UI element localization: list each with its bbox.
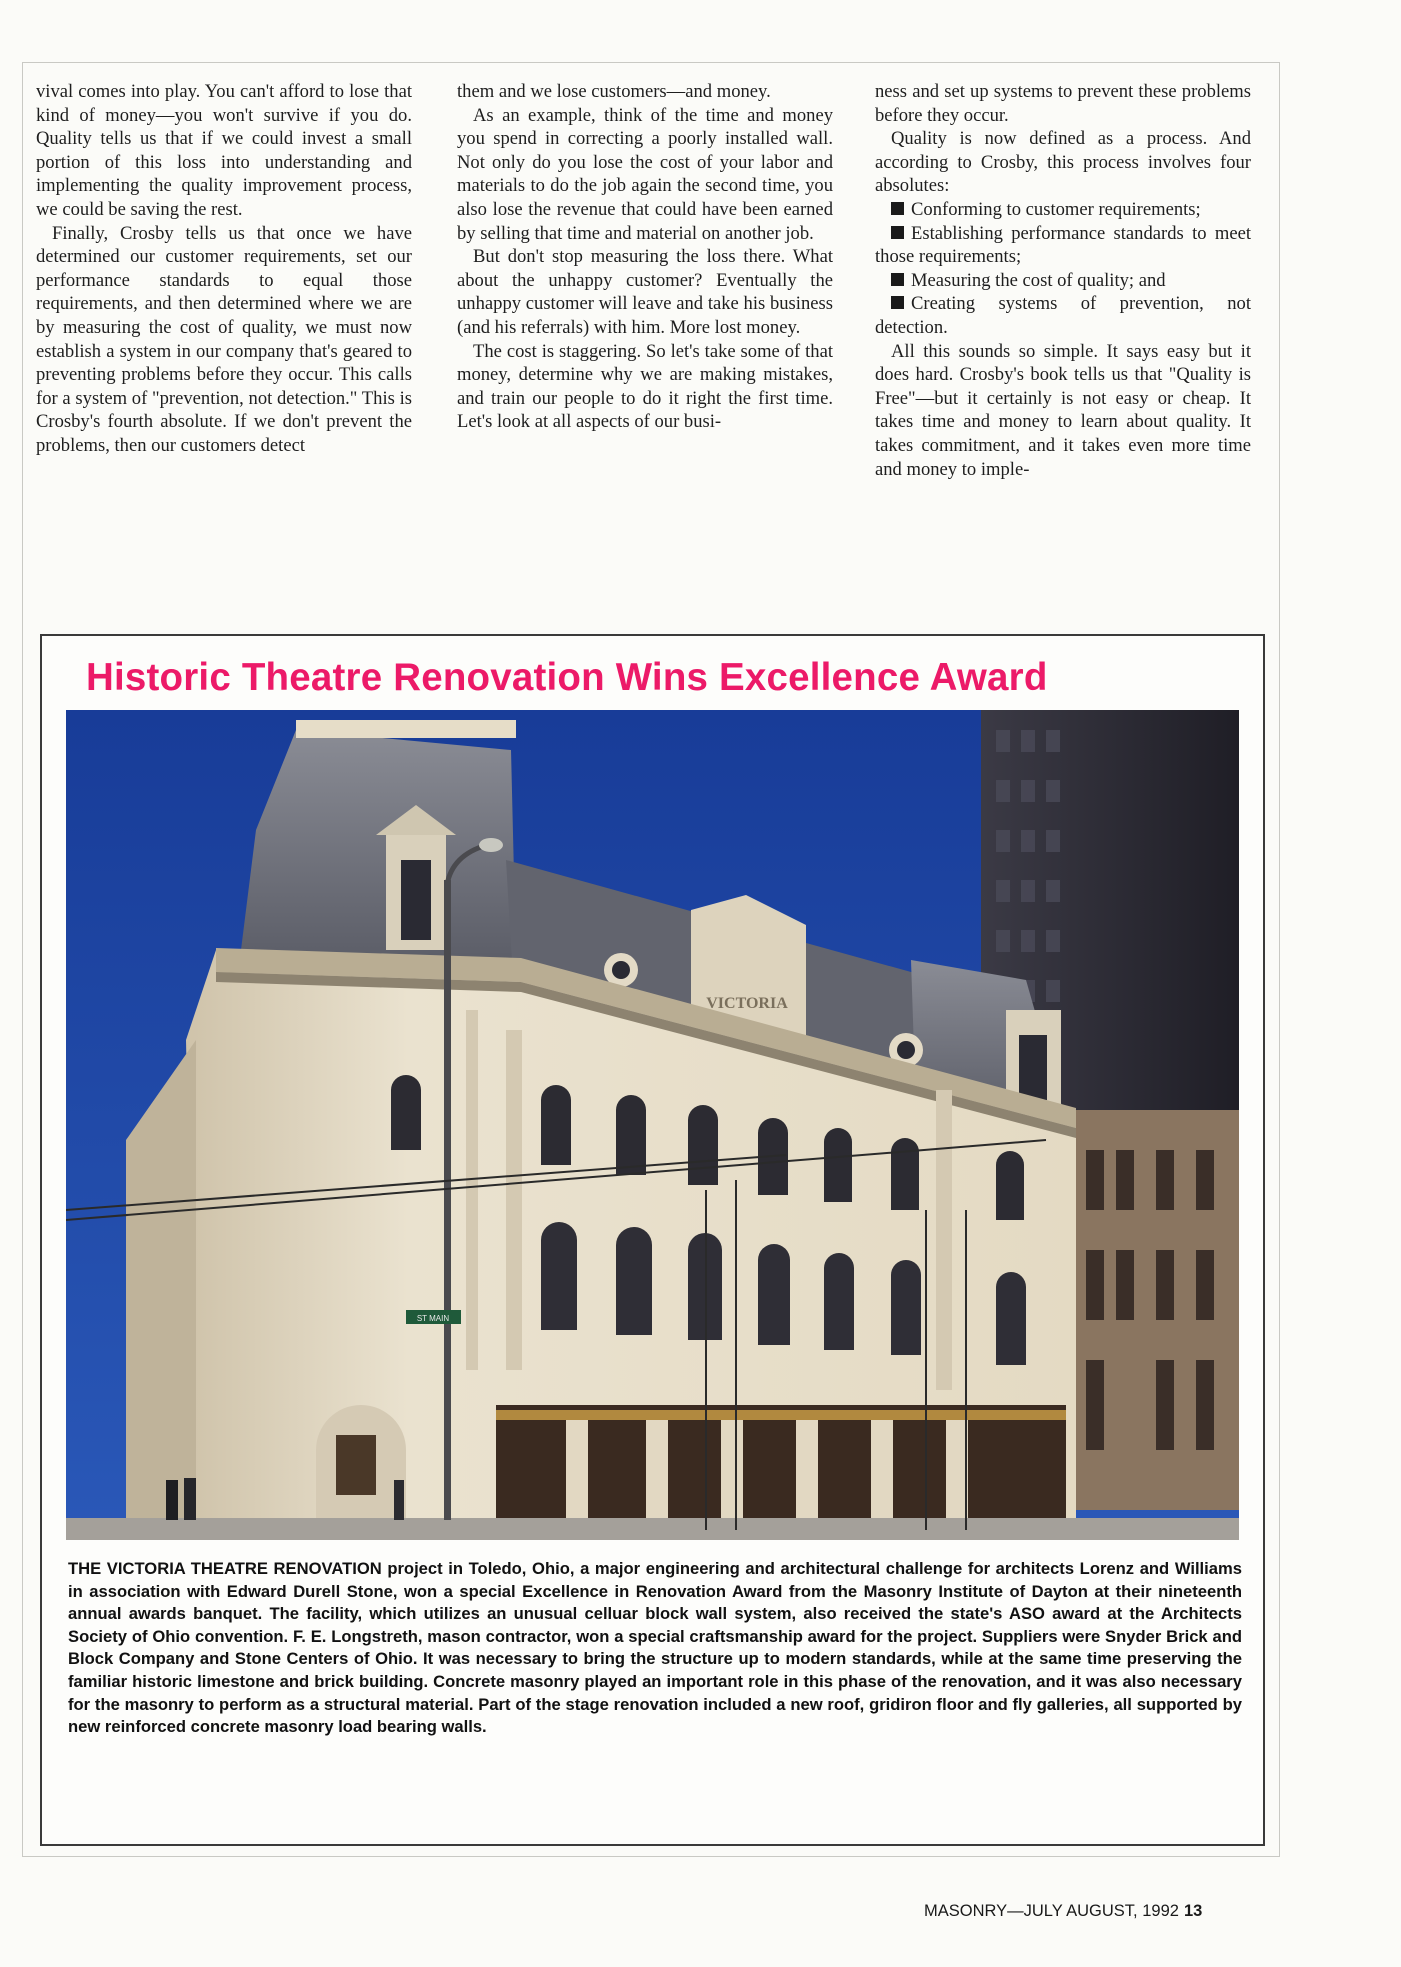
photo-caption	[68, 1558, 1242, 1739]
page-number: 13	[1183, 1902, 1203, 1920]
caption-body: project in Toledo, Ohio, a major engineering and architectural challenge for architects Lorenz and Williams in association with Edward Durell Stone, won a special Excellence in Renovation Award from the Masonry Institute of Dayton at their nineteenth annual awards banquet. The facility, which utilizes an unusual celluar block wall system, also received the state's ASO award at the Architects Society of Ohio convention. F. E. Longstreth, mason contractor, won a special craftsmanship award for the project. Suppliers were Snyder Brick and Block Company and Stone Centers of Ohio. It was necessary to bring the structure up to modern standards, while at the same time preserving the familiar historic limestone and brick building. Concrete masonry played an important role in this phase of the renovation, and it was also necessary for the masonry to perform as a structural material. Part of the stage renovation included a new roof, gridiron floor and fly galleries, all supported by new reinforced concrete masonry load bearing walls.	[68, 1559, 1242, 1737]
lamp-post	[444, 880, 451, 1520]
square-bullet-icon	[891, 202, 904, 215]
publication-line: MASONRY—JULY AUGUST, 1992	[924, 1902, 1179, 1920]
square-bullet-icon	[891, 296, 904, 309]
theatre-photo	[66, 710, 1239, 1540]
square-bullet-icon	[891, 226, 904, 239]
bullet-item: Establishing performance standards to meet those requirements;	[875, 222, 1251, 268]
paragraph: vival comes into play. You can't afford to lose that kind of money—you won't survive if you do. Quality tells us that if we could invest a small portion of this loss into understanding and implementing the quality improvement process, we could be saving the rest.	[36, 81, 412, 220]
article-column-1	[36, 80, 412, 458]
paragraph: As an example, think of the time and money you spend in correcting a poorly installed wall. Not only do you lose the cost of your labor and materials to do the job again the second time, you also lose the revenue that could have been earned by selling that time and material on another job.	[457, 104, 833, 244]
paragraph: The cost is staggering. So let's take some of that money, determine why we are making mistakes, and train our people to do it right the first time. Let's look at all aspects of our busi-	[457, 340, 833, 433]
bullet-item: Creating systems of prevention, not detection.	[875, 293, 1251, 338]
bullet-item: Measuring the cost of quality; and	[875, 269, 1251, 293]
bullet-item: Conforming to customer requirements;	[875, 198, 1251, 222]
mansard-roof-left	[241, 730, 516, 960]
paragraph: Finally, Crosby tells us that once we have determined our customer requirements, set our performance standards to equal those requirements, and then determined where we are by measuring the cost of quality, we must now establish a system in our company that's geared to preventing problems before they occur. This calls for a system of "prevention, not detection." This is Crosby's fourth absolute. If we don't prevent the problems, then our customers detect	[36, 222, 412, 456]
sidewalk	[66, 1518, 1239, 1540]
facade-sign: VICTORIA	[706, 995, 788, 1012]
paragraph: Quality is now defined as a process. And according to Crosby, this process involves four absolutes:	[875, 128, 1251, 197]
square-bullet-icon	[891, 273, 904, 286]
paragraph: them and we lose customers—and money.	[457, 81, 771, 102]
feature-headline: Historic Theatre Renovation Wins Excellence Award	[86, 656, 1048, 699]
caption-lead: THE VICTORIA THEATRE RENOVATION	[68, 1559, 382, 1578]
page-footer	[924, 1902, 1284, 1921]
paragraph: But don't stop measuring the loss there. What about the unhappy customer? Eventually the unhappy customer will leave and take his business (and his referrals) with him. More lost money.	[457, 246, 833, 338]
paragraph: ness and set up systems to prevent these problems before they occur.	[875, 81, 1251, 126]
feature-box	[40, 634, 1265, 1846]
paragraph: All this sounds so simple. It says easy but it does hard. Crosby's book tells us that "Quality is Free"—but it certainly is not easy or cheap. It takes time and money to learn about quality. It takes commitment, and it takes even more time and money to imple-	[875, 340, 1251, 480]
svg-text:ST MAIN: ST MAIN	[416, 1314, 450, 1323]
article-column-3	[875, 80, 1251, 481]
article-column-2	[457, 80, 833, 434]
